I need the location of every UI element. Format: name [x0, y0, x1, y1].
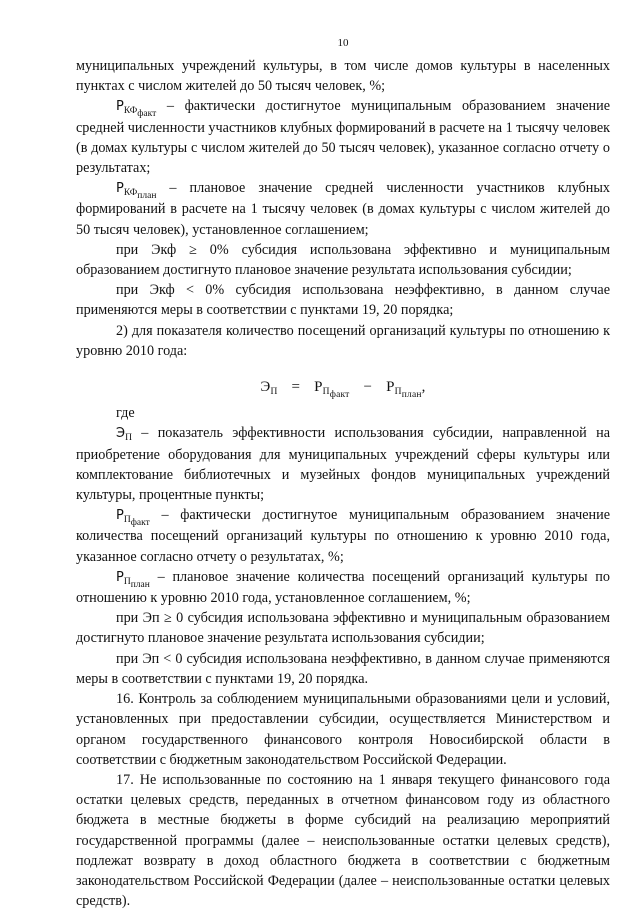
symbol: Р [116, 508, 124, 524]
formula-term-plan: Р [386, 379, 395, 396]
condition-ekf-ineffective: при Экф < 0% субсидия использована неэффективно, в данном случае применяются меры в соответствии с пунктами 19, 20 порядка; [76, 282, 610, 319]
definition-text: – показатель эффективности использования субсидии, направленной на приобретение оборудования для муниципальных учреждений сферы культуры или комплектование библиотечных и музейных фондов муниципальных учреждений культуры, процентные пункты; [76, 425, 610, 504]
condition-ep-effective: при Эп ≥ 0 субсидия использована эффективно и муниципальным образованием достигнуто плановое значение результата использования субсидии; [76, 610, 610, 647]
item-16-control: 16. Контроль за соблюдением муниципальными образованиями цели и условий, установленных при предоставлении субсидии, осуществляется Министерством и органом государственного финансового контроля Новосибирской области в соответствии с бюджетным законодательством Российской Федерации. [76, 691, 610, 768]
item-17-unused-funds: 17. Не использованные по состоянию на 1 января текущего финансового года остатки целевых средств, переданных в отчетном финансовом году из областного бюджета в местные бюджеты в форме субсидий на реализацию мероприятий государственной программы (далее – неиспользованные остатки целевых средств), подлежат возврату в доход областного бюджета в соответствии с бюджетным законодательством Российской Федерации (далее – неиспользованные остатки целевых средств). [76, 771, 610, 910]
formula-minus: − [363, 379, 373, 396]
symbol-subscript-2: план [137, 191, 157, 202]
paragraph-text: муниципальных учреждений культуры, в том числе домов культуры в населенных пунктах с числом жителей до 50 тысяч человек, %; [76, 58, 610, 95]
formula-end: , [421, 379, 426, 396]
condition-ekf-effective: при Экф ≥ 0% субсидия использована эффективно и муниципальным образованием достигнуто плановое значение результата использования субсидии; [76, 241, 610, 279]
where-label: где [116, 405, 135, 422]
formula-ep [76, 377, 610, 401]
formula-lhs-subscript: П [270, 387, 278, 398]
formula-term-fact: Р [314, 379, 323, 396]
definition-rkf-plan [76, 178, 610, 240]
formula-equals: = [291, 379, 301, 396]
symbol: Р [116, 99, 124, 115]
symbol-subscript: КФ [123, 188, 138, 199]
formula-term-fact-subscript: П [322, 387, 330, 398]
symbol-subscript-2: факт [137, 109, 157, 120]
formula-term-plan-subscript: П [394, 387, 402, 398]
definition-text: – плановое значение средней численности участников клубных формирований в расчете на 1 тысячу человек (в домах культуры с числом жителей до 50 тысяч человек), установленное соглашением; [76, 180, 610, 238]
symbol-subscript-2: план [130, 579, 150, 590]
formula-term-fact-subscript-2: факт [329, 390, 350, 401]
definition-rkf-fact [76, 96, 610, 178]
formula-term-plan-subscript-2: план [401, 390, 422, 401]
symbol-subscript: П [123, 576, 131, 587]
symbol: Р [116, 569, 124, 585]
item-2-visits-indicator: 2) для показателя количество посещений организаций культуры по отношению к уровню 2010 года: [76, 322, 610, 359]
definition-ep [76, 423, 610, 505]
paragraph-continuation [76, 56, 610, 96]
definition-text: – фактически достигнутое муниципальным образованием значение средней численности участников клубных формирований в расчете на 1 тысячу человек (в домах культуры с числом жителей до 50 тысяч человек), указанное согласно отчету о результатах; [76, 98, 611, 177]
symbol-subscript: П [125, 433, 132, 444]
symbol: Э [116, 426, 126, 442]
symbol: Р [116, 181, 124, 197]
page-number: 10 [337, 37, 349, 49]
definition-rp-fact [76, 505, 610, 567]
definition-text: – плановое значение количества посещений организаций культуры по отношению к уровню 2010 года, установленное соглашением, %; [76, 568, 610, 607]
condition-ep-ineffective: при Эп < 0 субсидия использована неэффективно, в данном случае применяются меры в соответствии с пунктами 19, 20 порядка. [76, 650, 610, 687]
symbol-subscript: КФ [123, 106, 138, 117]
symbol-subscript-2: факт [130, 518, 150, 529]
formula-lhs: Э [260, 379, 271, 396]
definition-text: – фактически достигнутое муниципальным образованием значение количества посещений организаций культуры по отношению к уровню 2010 года, указанное согласно отчету о результатах, %; [76, 507, 610, 565]
symbol-subscript: П [123, 515, 131, 526]
definition-rp-plan [76, 567, 610, 608]
